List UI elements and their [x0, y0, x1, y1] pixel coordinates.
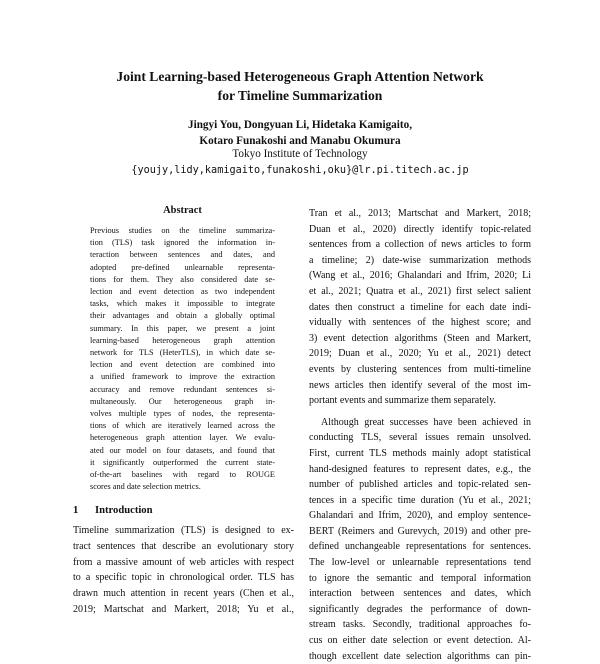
text-line: tences in a specific time duration (Yu et al., 2021;	[309, 494, 531, 506]
text-line: ated our model on four datasets, and found that	[90, 445, 275, 455]
text-line: from a massive amount of web articles with respect	[73, 556, 294, 568]
right-paragraph-2	[309, 415, 531, 664]
text-line: significantly degrades the performance of down-	[309, 603, 531, 615]
text-line: adopted pre-defined unlearnable representa-	[90, 262, 275, 272]
text-line: stream tasks. Secondly, traditional approaches fo-	[309, 619, 531, 631]
text-line: learning-based heterogeneous graph attention	[90, 335, 275, 345]
text-line: Although great successes have been achieved in	[321, 416, 531, 428]
text-line: heterogeneous graph attention layer. We evalu-	[90, 433, 275, 443]
text-line: news articles then identify several of the most im-	[309, 379, 531, 391]
text-line: 2019; Duan et al., 2020; Yu et al., 2021) detect	[309, 348, 531, 360]
text-line: a unified framework to improve the extraction	[90, 372, 275, 382]
text-line: to ignore the semantic and temporal information	[309, 572, 531, 584]
section-heading	[73, 505, 293, 516]
title-line: for Timeline Summarization	[217, 88, 383, 103]
text-line: scores and date selection metrics.	[90, 482, 201, 492]
text-line: portant events and summarize them separately.	[309, 395, 497, 407]
text-line: their advantages and obtain a globally optimal	[90, 311, 275, 321]
text-line: defined unchangeable representations for sentences.	[309, 541, 531, 553]
text-line: number of published articles and topic-related sen-	[309, 479, 531, 491]
text-line: 2019; Martschat and Markert, 2018; Yu et al.,	[73, 603, 294, 615]
text-line: volves multiple types of nodes, the representa-	[90, 409, 275, 419]
text-line: summary. In this paper, we present a joint	[90, 323, 275, 333]
text-line: hand-designed features to represent dates, e.g., the	[309, 463, 531, 475]
text-line: Timeline summarization (TLS) is designed to ex-	[73, 525, 294, 536]
abstract-heading: Abstract	[163, 205, 202, 216]
text-line: events by clustering sentences from multi-timeline	[309, 363, 531, 375]
text-line: accuracy and remove redundant sentences si-	[90, 384, 275, 394]
text-line: to a specific topic in chronological order. TLS has	[73, 572, 294, 584]
text-line: tasks, which makes it impossible to integrate	[90, 299, 275, 309]
section-title: Introduction	[95, 505, 153, 516]
text-line: BERT (Reimers and Gurevych, 2019) and other pre-	[309, 525, 531, 537]
text-line: cus on either date selection or event detection. Al-	[309, 635, 531, 647]
author-emails: {youjy,lidy,kamigaito,funakoshi,oku}@lr.pi.titech.ac.jp	[131, 165, 469, 176]
text-line: a timeline; 2) date-wise summarization methods	[309, 254, 531, 266]
right-paragraph-1	[309, 206, 531, 409]
text-line: it significantly outperformed the current state-	[90, 457, 275, 467]
text-line: 3) event detection algorithms (Steen and Markert,	[309, 332, 531, 344]
text-line: interaction between sentences and dates, which	[309, 588, 531, 600]
text-line: multaneously. Our heterogeneous graph in-	[90, 396, 275, 406]
text-line: tract sentences that describe an evolutionary story	[73, 540, 294, 552]
text-line: drawn much attention in recent years (Chen et al.,	[73, 588, 294, 600]
text-line: tions for them. They also considered date se-	[90, 274, 275, 284]
author-line: Jingyi You, Dongyuan Li, Hidetaka Kamigaito,	[188, 119, 412, 131]
text-line: (Wang et al., 2016; Ghalandari and Ifrim, 2020; Li	[309, 270, 531, 282]
text-line: tions of which are iteratively learned across the	[90, 421, 275, 431]
text-line: Ghalandari and Ifrim, 2020), and employ sentence-	[309, 510, 531, 522]
text-line: The low-level or unlearnable representations tend	[309, 557, 531, 569]
text-line: teraction between sentences and dates, and	[90, 250, 275, 260]
text-line: sentences from a collection of news articles to form	[309, 239, 531, 251]
text-line: lection and event detection are combined into	[90, 360, 275, 370]
author-line: Kotaro Funakoshi and Manabu Okumura	[199, 134, 401, 147]
text-line: vidually with sentences of the highest score; and	[309, 317, 531, 329]
intro-paragraph	[73, 523, 294, 618]
title-line: Joint Learning-based Heterogeneous Graph Attention Network	[116, 69, 484, 84]
text-line: Duan et al., 2020) directly identify topic-related	[309, 223, 531, 235]
text-line: though excellent date selection algorithms can pin-	[309, 650, 531, 662]
affiliation: Tokyo Institute of Technology	[232, 148, 368, 160]
text-line: conducting TLS, several issues remain unsolved.	[309, 432, 531, 444]
text-line: tion (TLS) task ignored the information in-	[90, 238, 275, 248]
text-line: Tran et al., 2013; Martschat and Markert, 2018;	[309, 208, 531, 219]
section-number: 1	[73, 505, 79, 516]
text-line: dates then construct a timeline for each date indi-	[309, 301, 531, 313]
text-line: Previous studies on the timeline summariza-	[90, 226, 275, 235]
text-line: lection and event detection as two independent	[90, 287, 275, 297]
author-list	[60, 118, 540, 149]
abstract-body	[90, 225, 275, 493]
paper-title	[60, 67, 540, 105]
text-line: First, current TLS methods mainly adopt statistical	[309, 447, 531, 459]
text-line: of-the-art baselines with regard to ROUGE	[90, 470, 275, 480]
text-line: et al., 2021; Quatra et al., 2021) first select salient	[309, 285, 531, 297]
right-column	[309, 206, 531, 664]
text-line: network for TLS (HeterTLS), in which date se-	[90, 348, 275, 358]
